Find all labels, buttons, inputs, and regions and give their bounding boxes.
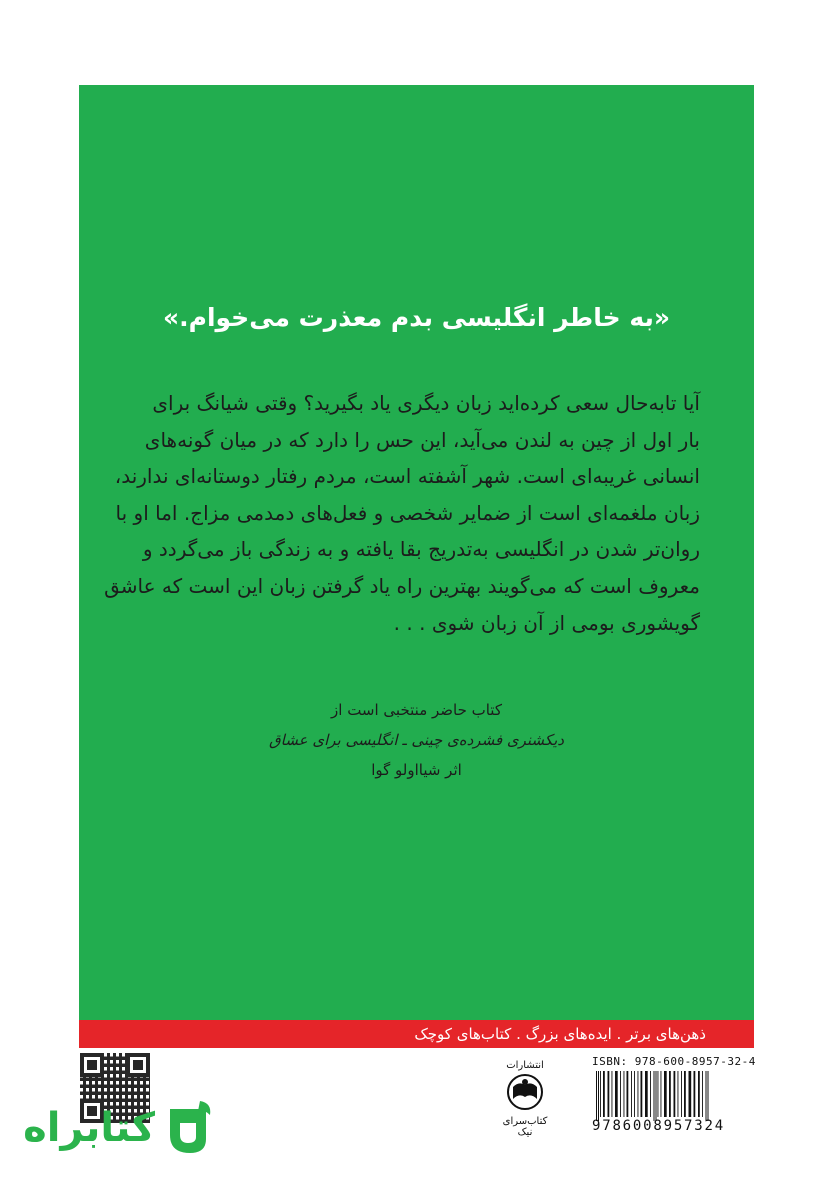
publisher-logo [500, 1060, 550, 1140]
blurb-line: روان‌تر شدن در انگلیسی به‌تدریج بقا یافته و به زندگی باز می‌گردد و [142, 537, 700, 562]
source-author: اثر شیااولو گوا [371, 761, 462, 779]
blurb-line: گویشوری بومی از آن زبان شوی . . . [393, 610, 700, 635]
open-book-icon [505, 1073, 545, 1111]
series-tagline: ذهن‌های برتر . ایده‌های بزرگ . کتاب‌های کوچک [414, 1025, 706, 1043]
back-cover-panel [79, 85, 754, 1020]
ketabrah-wordmark: کتابراه [23, 1105, 155, 1151]
blurb-line: بار اول از چین به لندن می‌آید، این حس را دارد که در میان گونه‌های [144, 427, 700, 452]
source-title: دیکشنری فشرده‌ی چینی ـ انگلیسی برای عشاق [269, 731, 564, 749]
barcode-number: 9786008957324 [592, 1118, 725, 1134]
publisher-name: کتاب‌سرای نیک [502, 1116, 548, 1138]
source-credit [79, 695, 754, 785]
ketabrah-leaf-icon [160, 1099, 216, 1157]
blurb-line: انسانی غریبه‌ای است. شهر آشفته است، مردم رفتار دوستانه‌ای ندارند، [114, 464, 700, 489]
publisher-label: انتشارات [506, 1060, 544, 1071]
blurb-line: آیا تابه‌حال سعی کرده‌اید زبان دیگری یاد بگیرید؟ وقتی شیانگ برای [152, 391, 700, 415]
barcode-bars [592, 1071, 754, 1121]
series-tagline-strip [79, 1020, 754, 1048]
isbn-text: ISBN: 978-600-8957-32-4 [592, 1055, 756, 1068]
qr-finder-pattern [126, 1053, 150, 1077]
blurb-line: زبان ملغمه‌ای است از ضمایر شخصی و فعل‌های دمدمی مزاج. اما او با [115, 500, 700, 525]
blurb-line: معروف است که می‌گویند بهترین راه یاد گرفتن زبان این است که عاشق [104, 573, 700, 598]
isbn-barcode [592, 1055, 754, 1133]
cover-blurb [79, 385, 754, 641]
ketabrah-watermark [23, 1095, 220, 1165]
qr-finder-pattern [80, 1053, 104, 1077]
cover-quote: «به خاطر انگلیسی بدم معذرت می‌خوام.» [162, 303, 671, 332]
source-intro: کتاب حاضر منتخبی است از [331, 701, 502, 719]
